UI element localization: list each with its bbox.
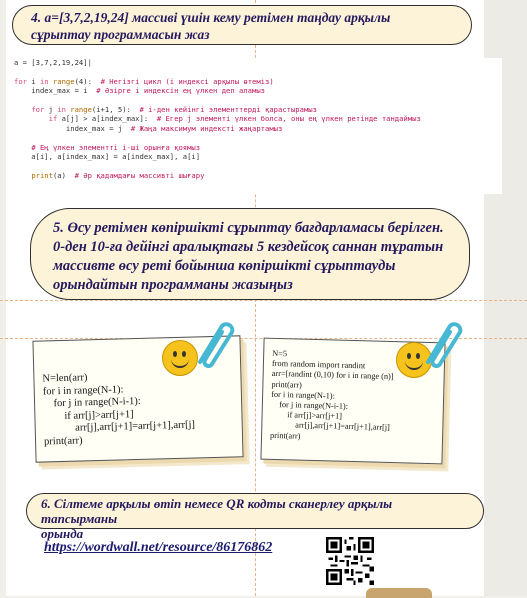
guide-line-horizontal — [0, 300, 527, 301]
code-token: a[i], a[index_max] = a[index_max], a[i] — [14, 151, 201, 161]
decorative-book — [366, 588, 432, 598]
task5-line2: 0-ден 10-ға дейінгі аралықтағы 5 кездейсоқ саннан тұратын — [53, 239, 444, 255]
code-line — [14, 58, 502, 67]
code-line — [14, 86, 502, 95]
task4-title-line2: сұрыптау программасын жаз — [31, 27, 210, 42]
card2-code: N=5 from random import randint arr=[randint (0,10) for i in range (n)] print(arr) for i in range(N-1): for j in range(N-i-1): if arr[j]>arr[j+1] arr[j],arr[j+1]=arr[j+1],arr[j] print(arr) — [269, 348, 394, 441]
code-token: (i+1, 5): — [91, 104, 140, 114]
code-token: index_max = i — [14, 86, 97, 96]
code-token: (a) — [52, 170, 75, 180]
code-line — [14, 67, 502, 76]
code-token: # Жаңа максимум индексті жаңартамыз — [130, 123, 283, 133]
wordwall-link[interactable]: https://wordwall.net/resource/86176862 — [44, 540, 273, 555]
code-token: j — [44, 104, 58, 114]
code-token: a = [3,7,2,19,24]| — [14, 58, 92, 67]
code-line — [14, 161, 502, 170]
task5-line1: 5. Өсу ретімен көпіршікті сұрыптау бағдарламасы берілген. — [53, 220, 444, 236]
code-token: in — [57, 104, 66, 114]
code-token: # Әзірге i индексін ең үлкен деп аламыз — [96, 86, 265, 96]
code-line — [14, 143, 502, 152]
code-token — [14, 105, 31, 114]
code-token: print — [31, 170, 53, 180]
code-token — [14, 143, 31, 152]
code-line — [14, 152, 502, 161]
code-token: a[j] > a[index_max]: — [57, 114, 157, 124]
task4-banner — [12, 5, 472, 45]
code-line — [14, 96, 502, 105]
code-token — [14, 114, 49, 123]
code-token — [14, 171, 31, 180]
code-token: range — [52, 76, 75, 86]
qr-code-icon[interactable] — [326, 537, 374, 585]
code-line — [14, 124, 502, 133]
code-token: index_max = j — [14, 123, 131, 133]
code-token: # i-ден кейінгі элементтерді қарастырамыз — [139, 104, 317, 114]
code-token: in — [39, 76, 49, 86]
code-line — [14, 171, 502, 180]
code-token: if — [48, 114, 58, 124]
task6-banner — [26, 493, 484, 541]
code-token: (4): — [74, 76, 101, 86]
paperclip-icon — [420, 318, 464, 368]
code-token: # Ең үлкен элементті i-ші орынға қоямыз — [31, 142, 201, 152]
card1-code: N=len(arr) for i in range(N-1): for j in range(N-i-1): if arr[j]>arr[j+1] arr[j],arr[j+1]=arr[j+1],arr[j] print(arr) — [42, 372, 196, 448]
code-token: # Әр қадамдағы массивті шығару — [74, 170, 205, 180]
code-token: # Негізгі цикл (i индексі арқылы өтеміз) — [100, 76, 274, 86]
code-snippet — [14, 58, 502, 194]
code-line — [14, 133, 502, 142]
code-line — [14, 105, 502, 114]
paperclip-icon — [192, 318, 236, 368]
task6-line2: орында — [41, 526, 84, 541]
task5-banner — [30, 208, 470, 300]
task4-title-line1: 4. a=[3,7,2,19,24] массиві үшін кему ретімен таңдау арқылы — [31, 10, 391, 25]
task5-line4: орындайтын программаны жазыңыз — [53, 277, 293, 293]
task5-line3: массивте өсу реті бойынша көпіршікті сұрыптауды — [53, 258, 396, 274]
task6-line1: 6. Сілтеме арқылы өтіп немесе QR кодты сканерлеу арқылы тапсырманы — [41, 496, 393, 526]
code-line — [14, 114, 502, 123]
code-token: # Егер j элементі үлкен болса, оны ең үлкен ретінде тандаймыз — [156, 114, 421, 124]
code-token: for — [31, 104, 45, 114]
code-token: range — [70, 104, 92, 114]
code-line — [14, 77, 502, 86]
code-token: i — [26, 76, 40, 86]
code-token: for — [14, 76, 27, 86]
